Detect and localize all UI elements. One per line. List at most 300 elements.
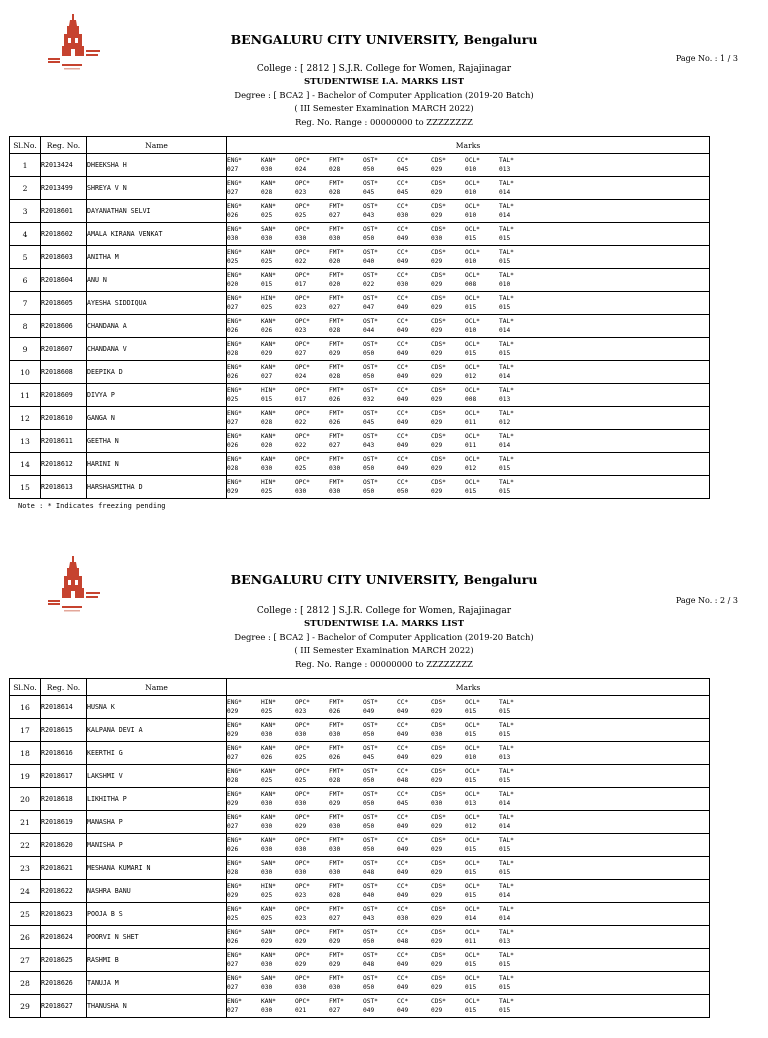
subject-code: TAL* (499, 226, 514, 233)
exam-line: ( III Semester Examination MARCH 2022) (294, 103, 474, 113)
subject-code: OPC* (295, 745, 310, 752)
subject-code: OCL* (465, 456, 480, 463)
subject-code: TAL* (499, 975, 514, 982)
mark-value: 029 (431, 304, 443, 311)
sl-no-cell: 10 (10, 361, 41, 384)
subject-code: ENG* (227, 249, 242, 256)
subject-code: TAL* (499, 837, 514, 844)
mark-value: 029 (431, 373, 443, 380)
table-row (10, 995, 710, 1018)
name-cell: RASHMI B (87, 949, 227, 972)
mark-value: 028 (227, 869, 239, 876)
subject-code: CDS* (431, 479, 446, 486)
college-line: College : [ 2812 ] S.J.R. College for Women, Rajajinagar (256, 64, 512, 74)
mark-value: 029 (329, 800, 341, 807)
subject-codes (227, 928, 709, 937)
mark-value: 030 (261, 984, 273, 991)
mark-value: 015 (499, 731, 511, 738)
subject-codes (227, 386, 709, 395)
subject-code: KAN* (261, 180, 276, 187)
subject-code: CC* (397, 364, 409, 371)
subject-code: ENG* (227, 433, 242, 440)
marks-cell (227, 269, 710, 292)
subject-code: TAL* (499, 341, 514, 348)
subject-code: OCL* (465, 157, 480, 164)
reg-no-cell: R2018621 (41, 857, 87, 880)
subject-code: OST* (363, 722, 378, 729)
subject-code: TAL* (499, 860, 514, 867)
subject-code: SAN* (261, 860, 276, 867)
sl-no-cell: 4 (10, 223, 41, 246)
subject-code: OST* (363, 203, 378, 210)
mark-value: 047 (363, 304, 375, 311)
subject-code: OPC* (295, 226, 310, 233)
subject-code: ENG* (227, 814, 242, 821)
subject-code: TAL* (499, 929, 514, 936)
mark-value: 050 (363, 731, 375, 738)
subject-code: CC* (397, 906, 409, 913)
mark-value: 025 (295, 212, 307, 219)
mark-value: 030 (295, 488, 307, 495)
subject-code: CDS* (431, 456, 446, 463)
mark-values (227, 464, 709, 473)
subject-code: OPC* (295, 975, 310, 982)
mark-value: 023 (295, 327, 307, 334)
subject-codes (227, 294, 709, 303)
sl-no-cell: 3 (10, 200, 41, 223)
subject-code: OST* (363, 272, 378, 279)
reg-no-cell: R2018611 (41, 430, 87, 453)
mark-value: 015 (499, 1007, 511, 1014)
mark-value: 013 (499, 754, 511, 761)
subject-code: TAL* (499, 768, 514, 775)
marks-cell (227, 315, 710, 338)
subject-code: OCL* (465, 952, 480, 959)
mark-value: 029 (431, 938, 443, 945)
mark-value: 050 (397, 488, 409, 495)
mark-value: 015 (465, 892, 477, 899)
subject-code: CC* (397, 814, 409, 821)
mark-value: 049 (397, 731, 409, 738)
subject-code: OCL* (465, 699, 480, 706)
mark-value: 029 (431, 327, 443, 334)
mark-values (227, 707, 709, 716)
subject-code: ENG* (227, 410, 242, 417)
sl-no-cell: 15 (10, 476, 41, 499)
subject-code: OCL* (465, 341, 480, 348)
subject-code: FMT* (329, 180, 344, 187)
subject-codes (227, 340, 709, 349)
mark-value: 028 (329, 166, 341, 173)
mark-value: 029 (431, 281, 443, 288)
subject-code: OPC* (295, 929, 310, 936)
header-reg-no: Reg. No. (41, 679, 87, 696)
mark-value: 014 (499, 327, 511, 334)
subject-code: OCL* (465, 410, 480, 417)
subject-code: FMT* (329, 456, 344, 463)
mark-values (227, 349, 709, 358)
table-row (10, 972, 710, 995)
subject-code: CC* (397, 479, 409, 486)
subject-code: OST* (363, 768, 378, 775)
subject-code: CC* (397, 456, 409, 463)
subject-code: OST* (363, 180, 378, 187)
subject-code: CC* (397, 837, 409, 844)
sl-no-cell: 8 (10, 315, 41, 338)
mark-value: 025 (261, 258, 273, 265)
mark-value: 025 (295, 777, 307, 784)
subject-code: ENG* (227, 341, 242, 348)
reg-no-cell: R2018626 (41, 972, 87, 995)
subject-code: KAN* (261, 791, 276, 798)
subject-code: CC* (397, 295, 409, 302)
subject-code: CC* (397, 272, 409, 279)
mark-value: 029 (227, 488, 239, 495)
college-line: College : [ 2812 ] S.J.R. College for Women, Rajajinagar (256, 606, 512, 616)
mark-value: 028 (227, 350, 239, 357)
mark-value: 027 (227, 961, 239, 968)
sl-no-cell: 26 (10, 926, 41, 949)
mark-value: 028 (227, 465, 239, 472)
subject-code: KAN* (261, 157, 276, 164)
name-cell: MESHANA KUMARI N (87, 857, 227, 880)
mark-value: 045 (363, 189, 375, 196)
mark-value: 026 (227, 846, 239, 853)
mark-value: 027 (227, 419, 239, 426)
mark-value: 049 (397, 869, 409, 876)
table-row (10, 903, 710, 926)
mark-value: 027 (261, 373, 273, 380)
table-row (10, 292, 710, 315)
mark-value: 027 (227, 189, 239, 196)
subject-code: OPC* (295, 157, 310, 164)
sl-no-cell: 17 (10, 719, 41, 742)
subject-code: OCL* (465, 722, 480, 729)
subject-code: CC* (397, 180, 409, 187)
subject-code: OPC* (295, 341, 310, 348)
subject-code: ENG* (227, 952, 242, 959)
mark-value: 029 (431, 915, 443, 922)
subject-code: OPC* (295, 837, 310, 844)
subject-code: ENG* (227, 929, 242, 936)
subject-code: OCL* (465, 433, 480, 440)
marks-cell (227, 765, 710, 788)
subject-code: HIN* (261, 295, 276, 302)
mark-value: 011 (465, 938, 477, 945)
subject-code: KAN* (261, 410, 276, 417)
subject-code: CC* (397, 157, 409, 164)
mark-value: 012 (465, 373, 477, 380)
mark-value: 025 (295, 754, 307, 761)
subject-code: OCL* (465, 387, 480, 394)
subject-code: TAL* (499, 456, 514, 463)
marks-table (9, 136, 710, 499)
subject-code: CC* (397, 318, 409, 325)
subject-code: CC* (397, 722, 409, 729)
table-row (10, 154, 710, 177)
subject-codes (227, 974, 709, 983)
subject-code: OPC* (295, 180, 310, 187)
marks-cell (227, 223, 710, 246)
subject-codes (227, 859, 709, 868)
marks-cell (227, 476, 710, 499)
subject-code: CDS* (431, 341, 446, 348)
mark-values (227, 487, 709, 496)
table-row (10, 200, 710, 223)
mark-values (227, 211, 709, 220)
mark-value: 027 (329, 1007, 341, 1014)
mark-value: 029 (431, 166, 443, 173)
mark-values (227, 303, 709, 312)
reg-no-cell: R2018612 (41, 453, 87, 476)
mark-values (227, 257, 709, 266)
mark-value: 021 (295, 1007, 307, 1014)
list-title: STUDENTWISE I.A. MARKS LIST (303, 77, 465, 87)
mark-value: 030 (261, 961, 273, 968)
subject-code: TAL* (499, 157, 514, 164)
subject-code: CDS* (431, 929, 446, 936)
subject-codes (227, 179, 709, 188)
mark-value: 040 (363, 892, 375, 899)
subject-code: TAL* (499, 364, 514, 371)
mark-value: 029 (295, 961, 307, 968)
university-title: BENGALURU CITY UNIVERSITY, Bengaluru (230, 32, 538, 47)
subject-code: OST* (363, 952, 378, 959)
header-sl-no: Sl.No. (10, 137, 41, 154)
subject-code: ENG* (227, 272, 242, 279)
mark-value: 014 (465, 915, 477, 922)
mark-value: 043 (363, 915, 375, 922)
mark-value: 050 (363, 488, 375, 495)
header-name: Name (87, 679, 227, 696)
subject-code: CDS* (431, 226, 446, 233)
mark-values (227, 753, 709, 762)
subject-code: FMT* (329, 479, 344, 486)
subject-code: CC* (397, 952, 409, 959)
mark-value: 030 (397, 915, 409, 922)
mark-value: 014 (499, 189, 511, 196)
subject-code: OCL* (465, 814, 480, 821)
mark-value: 015 (465, 350, 477, 357)
table-row (10, 719, 710, 742)
subject-code: OPC* (295, 272, 310, 279)
mark-value: 049 (397, 961, 409, 968)
subject-code: CC* (397, 860, 409, 867)
mark-value: 026 (261, 754, 273, 761)
subject-code: OPC* (295, 860, 310, 867)
degree-line: Degree : [ BCA2 ] - Bachelor of Computer Application (2019-20 Batch) (234, 632, 534, 642)
mark-value: 029 (431, 846, 443, 853)
subject-code: OPC* (295, 814, 310, 821)
mark-value: 027 (227, 304, 239, 311)
subject-code: CC* (397, 791, 409, 798)
table-row (10, 269, 710, 292)
subject-code: FMT* (329, 929, 344, 936)
mark-value: 050 (363, 350, 375, 357)
subject-code: OCL* (465, 837, 480, 844)
mark-value: 029 (227, 708, 239, 715)
subject-codes (227, 156, 709, 165)
sl-no-cell: 25 (10, 903, 41, 926)
subject-code: CDS* (431, 722, 446, 729)
name-cell: DEEPIKA D (87, 361, 227, 384)
reg-no-cell: R2018624 (41, 926, 87, 949)
header-marks: Marks (227, 137, 710, 154)
subject-code: OCL* (465, 745, 480, 752)
mark-value: 028 (261, 189, 273, 196)
mark-value: 029 (431, 869, 443, 876)
mark-value: 015 (465, 488, 477, 495)
subject-code: OST* (363, 387, 378, 394)
subject-code: FMT* (329, 203, 344, 210)
reg-no-cell: R2018618 (41, 788, 87, 811)
subject-code: CDS* (431, 975, 446, 982)
subject-codes (227, 202, 709, 211)
subject-code: CC* (397, 699, 409, 706)
mark-values (227, 1006, 709, 1015)
subject-code: CDS* (431, 410, 446, 417)
reg-no-cell: R2018623 (41, 903, 87, 926)
mark-value: 029 (431, 189, 443, 196)
table-row (10, 430, 710, 453)
subject-code: CC* (397, 975, 409, 982)
mark-value: 025 (261, 488, 273, 495)
subject-code: CC* (397, 745, 409, 752)
mark-value: 030 (261, 869, 273, 876)
subject-code: OCL* (465, 929, 480, 936)
mark-value: 015 (465, 961, 477, 968)
mark-value: 050 (363, 235, 375, 242)
subject-code: FMT* (329, 906, 344, 913)
subject-code: OPC* (295, 249, 310, 256)
subject-code: OCL* (465, 364, 480, 371)
subject-code: HIN* (261, 883, 276, 890)
mark-value: 015 (499, 777, 511, 784)
mark-value: 010 (465, 166, 477, 173)
name-cell: MANASHA P (87, 811, 227, 834)
mark-value: 048 (397, 938, 409, 945)
table-row (10, 696, 710, 719)
mark-value: 029 (431, 754, 443, 761)
sl-no-cell: 9 (10, 338, 41, 361)
subject-code: CDS* (431, 249, 446, 256)
marks-cell (227, 338, 710, 361)
subject-code: TAL* (499, 952, 514, 959)
mark-value: 050 (363, 465, 375, 472)
reg-no-cell: R2018617 (41, 765, 87, 788)
mark-value: 027 (227, 1007, 239, 1014)
mark-value: 029 (431, 823, 443, 830)
subject-code: CDS* (431, 180, 446, 187)
subject-code: OCL* (465, 791, 480, 798)
mark-value: 029 (431, 961, 443, 968)
subject-code: CDS* (431, 814, 446, 821)
subject-code: TAL* (499, 699, 514, 706)
subject-code: FMT* (329, 249, 344, 256)
subject-code: CDS* (431, 364, 446, 371)
mark-value: 015 (499, 488, 511, 495)
mark-value: 015 (465, 304, 477, 311)
mark-value: 048 (397, 777, 409, 784)
subject-code: ENG* (227, 295, 242, 302)
mark-value: 030 (329, 235, 341, 242)
mark-value: 030 (329, 488, 341, 495)
marks-cell (227, 903, 710, 926)
subject-code: ENG* (227, 883, 242, 890)
mark-value: 015 (261, 396, 273, 403)
page-number: Page No. : 1 / 3 (675, 54, 738, 63)
subject-code: OST* (363, 860, 378, 867)
mark-value: 013 (499, 166, 511, 173)
mark-value: 014 (499, 892, 511, 899)
subject-code: FMT* (329, 157, 344, 164)
mark-value: 028 (329, 373, 341, 380)
mark-value: 029 (431, 892, 443, 899)
subject-code: KAN* (261, 768, 276, 775)
mark-value: 029 (329, 938, 341, 945)
sl-no-cell: 6 (10, 269, 41, 292)
mark-value: 045 (397, 166, 409, 173)
marks-cell (227, 246, 710, 269)
mark-value: 029 (295, 938, 307, 945)
subject-code: OPC* (295, 699, 310, 706)
mark-value: 011 (465, 442, 477, 449)
mark-value: 014 (499, 373, 511, 380)
subject-code: CC* (397, 226, 409, 233)
subject-code: OCL* (465, 998, 480, 1005)
mark-value: 014 (499, 442, 511, 449)
reg-no-cell: R2018609 (41, 384, 87, 407)
mark-value: 029 (227, 892, 239, 899)
mark-value: 025 (295, 465, 307, 472)
mark-value: 010 (499, 281, 511, 288)
name-cell: LIKHITHA P (87, 788, 227, 811)
mark-value: 017 (295, 281, 307, 288)
subject-code: OPC* (295, 952, 310, 959)
mark-value: 050 (363, 938, 375, 945)
subject-code: FMT* (329, 272, 344, 279)
mark-value: 027 (329, 442, 341, 449)
subject-code: ENG* (227, 722, 242, 729)
mark-values (227, 799, 709, 808)
name-cell: HUSNA K (87, 696, 227, 719)
marks-cell (227, 995, 710, 1018)
mark-value: 025 (261, 892, 273, 899)
mark-value: 050 (363, 373, 375, 380)
header-reg-no: Reg. No. (41, 137, 87, 154)
name-cell: DHEEKSHA H (87, 154, 227, 177)
name-cell: CHANDANA V (87, 338, 227, 361)
subject-code: FMT* (329, 975, 344, 982)
subject-code: OCL* (465, 768, 480, 775)
subject-codes (227, 363, 709, 372)
name-cell: THANUSHA N (87, 995, 227, 1018)
subject-code: CDS* (431, 837, 446, 844)
mark-value: 026 (329, 754, 341, 761)
mark-value: 027 (227, 984, 239, 991)
mark-value: 027 (227, 823, 239, 830)
subject-code: OPC* (295, 203, 310, 210)
mark-value: 015 (499, 708, 511, 715)
mark-value: 015 (465, 846, 477, 853)
table-row (10, 177, 710, 200)
subject-code: CDS* (431, 952, 446, 959)
subject-code: CDS* (431, 699, 446, 706)
mark-value: 029 (431, 350, 443, 357)
subject-code: TAL* (499, 906, 514, 913)
mark-value: 030 (295, 984, 307, 991)
reg-no-cell: R2013424 (41, 154, 87, 177)
